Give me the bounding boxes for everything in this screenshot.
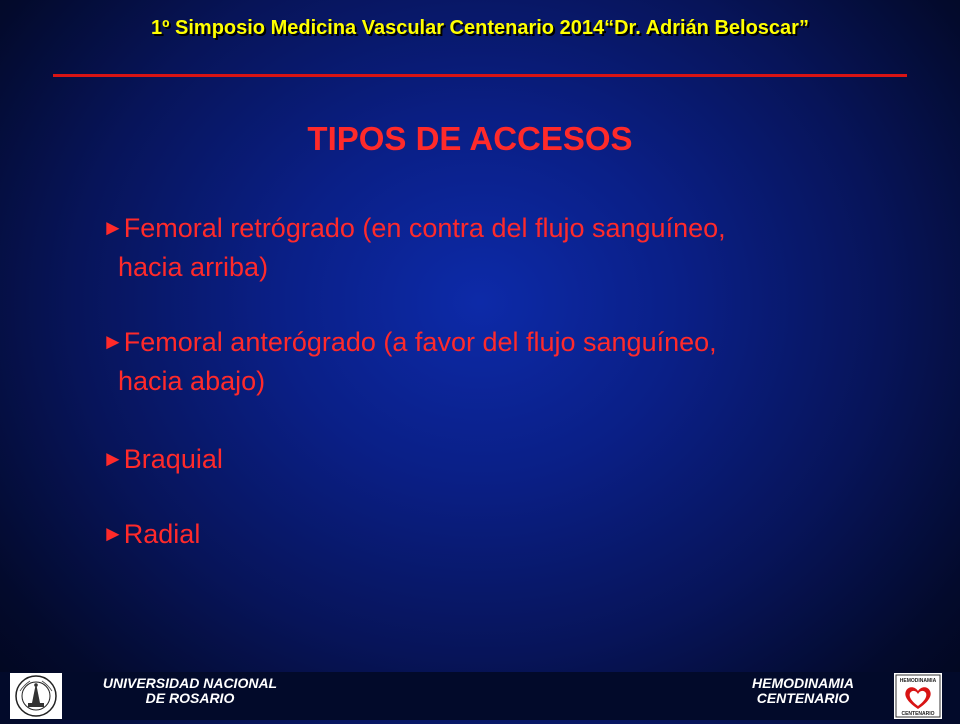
bullet-text: Braquial [123,444,223,474]
footer-hemodinamia [728,676,878,706]
bullet-arrow-icon: ► [102,521,124,546]
bullet-arrow-icon: ► [102,446,124,471]
hemodinamia-logo [894,673,942,719]
bullet-text: Radial [123,519,201,549]
header-divider [53,74,907,77]
bullet-item [102,208,726,287]
bullet-text: Femoral retrógrado (en contra del flujo sanguíneo, [123,213,726,243]
heart-logo-icon [894,673,942,719]
footer-university-line1: UNIVERSIDAD NACIONAL [102,675,278,691]
footer-hemodinamia-line2: CENTENARIO [756,690,850,706]
bullet-text-continuation: hacia arriba) [118,252,269,282]
header-title: 1º Simposio Medicina Vascular Centenario 2014“Dr. Adrián Beloscar” [151,17,809,39]
bullet-item [102,439,223,479]
university-seal-logo [10,673,62,719]
bullet-arrow-icon: ► [102,215,124,240]
hemodinamia-logo-text-bottom: CENTENARIO [901,711,935,717]
bullet-text: Femoral anterógrado (a favor del flujo sanguíneo, [123,327,717,357]
bullet-item [102,514,200,554]
footer-university-line2: DE ROSARIO [145,690,235,706]
seal-icon [10,673,62,719]
bullet-item [102,322,717,401]
footer-hemodinamia-line1: HEMODINAMIA [752,675,854,691]
slide-title: TIPOS DE ACCESOS [307,120,633,157]
bullet-arrow-icon: ► [102,329,124,354]
footer-university [80,676,300,706]
hemodinamia-logo-text-top: HEMODINAMIA [899,678,937,684]
bullet-text-continuation: hacia abajo) [118,366,266,396]
